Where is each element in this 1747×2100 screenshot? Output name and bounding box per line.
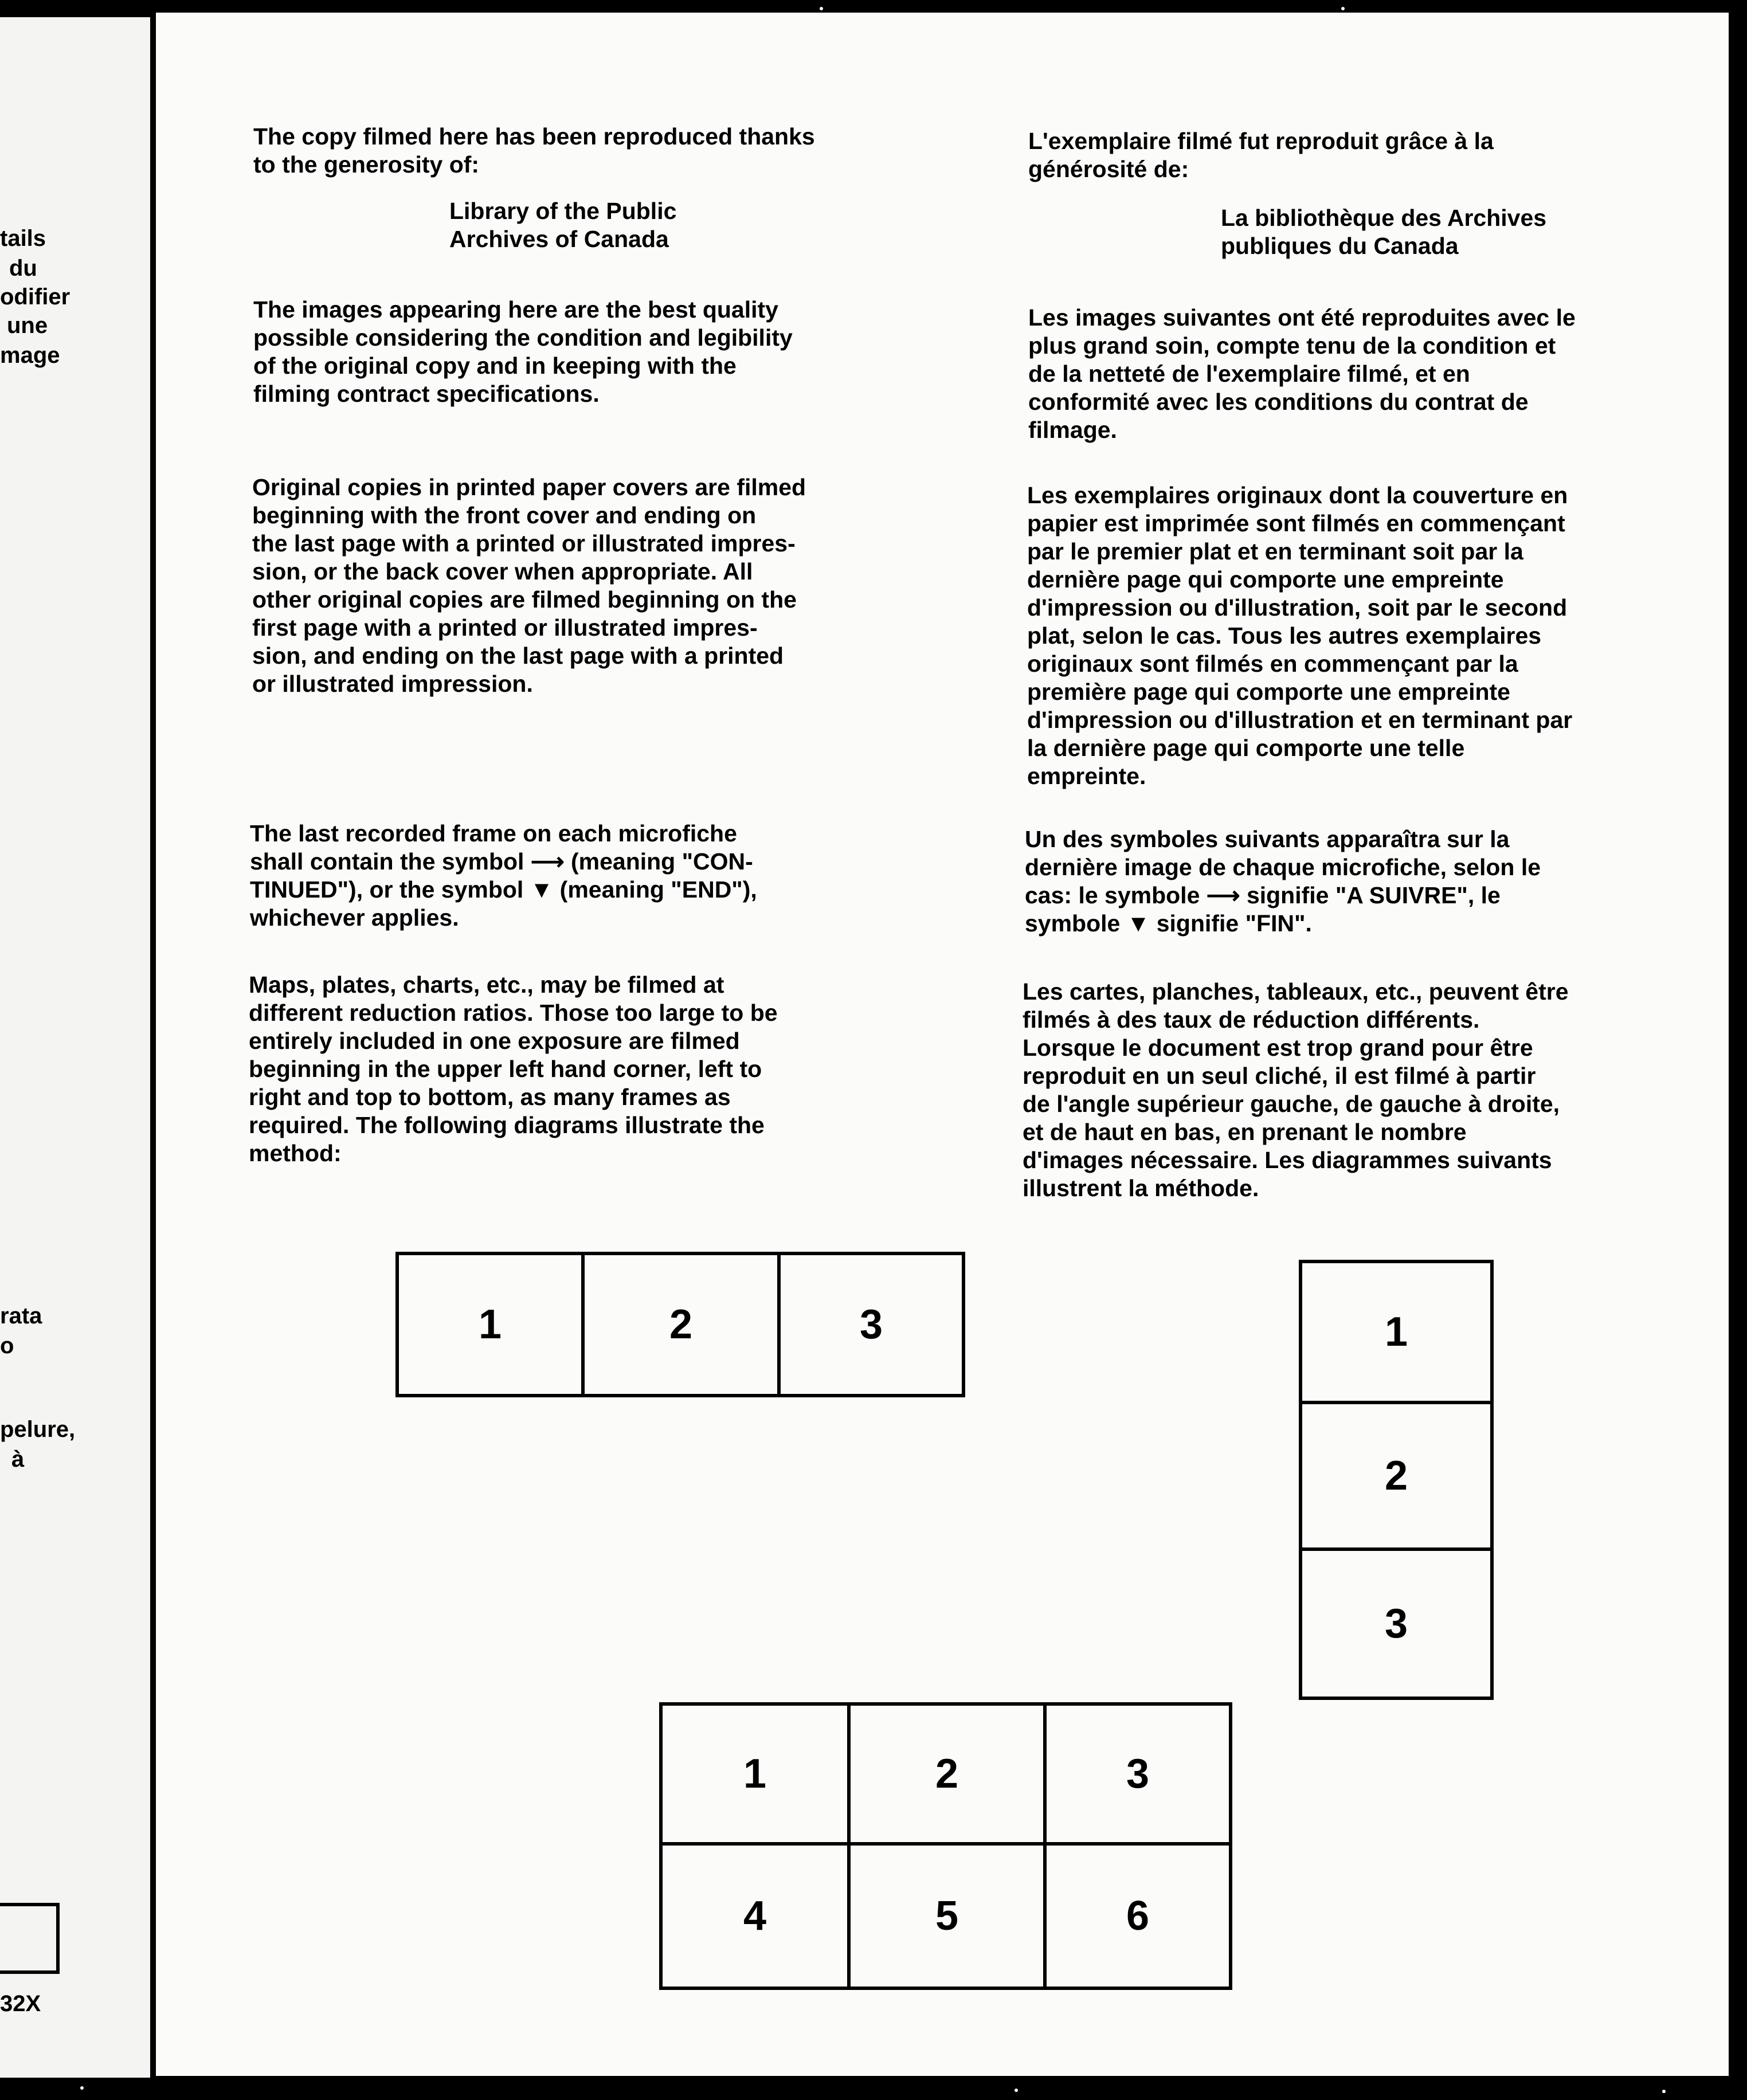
french-maps: Les cartes, planches, tableaux, etc., peuvent être filmés à des taux de réduction différents. Lorsque le document est trop grand pour être reproduit en un seul cliché, il est filmé à partir de l'angle supérieur gauche, de gauche à droite, et de haut en bas, en prenant le nombre d'images nécessaire. Les diagrammes suivants illustrent la méthode.: [1023, 978, 1569, 1201]
fragment-line: pelure,: [0, 1417, 76, 1442]
scan-speck: [1662, 2090, 1666, 2093]
reduction-label: 32X: [0, 1991, 41, 2016]
fragment-line: mage: [0, 343, 60, 368]
scan-speck: [820, 7, 823, 10]
english-covers: Original copies in printed paper covers are filmed beginning with the front cover and ending on the last page with a printed or illustrated impres- sion, or the back cover when appropriate. All other original copies are filmed beginning on the first page with a printed or illustrated impres- sion, and ending on the last page with a printed or illustrated impression.: [252, 474, 806, 697]
fragment-line: du: [9, 256, 37, 281]
diagram-grid: [659, 1702, 1232, 1990]
english-block: [252, 473, 963, 698]
frame-cell: 1: [661, 1704, 849, 1844]
scan-speck: [80, 2086, 84, 2090]
frame-cell: 1: [1301, 1261, 1492, 1402]
scan-speck: [1341, 7, 1345, 10]
english-block: [253, 296, 964, 408]
french-quality: Les images suivantes ont été reproduites avec le plus grand soin, compte tenu de la condition et de la netteté de l'exemplaire filmé, et en conformité avec les conditions du contrat de filmage.: [1028, 304, 1576, 443]
english-quality: The images appearing here are the best quality possible considering the condition and legibility of the original copy and in keeping with the filming contract specifications.: [253, 296, 793, 407]
english-block: [249, 971, 959, 1167]
english-maps: Maps, plates, charts, etc., may be filmed at different reduction ratios. Those too large to be entirely included in one exposure are filmed beginning in the upper left hand corner, left to right and top to bottom, as many frames as required. The following diagrams illustrate the method:: [249, 971, 778, 1166]
fragment-line: tails: [0, 226, 46, 251]
left-page-fragment: [0, 17, 150, 2078]
frame-cell: 4: [661, 1844, 849, 1988]
english-column: [253, 123, 964, 179]
diagram-row: [395, 1252, 965, 1397]
french-block: [1025, 825, 1729, 938]
fragment-line: rata: [0, 1303, 42, 1329]
french-block: [1028, 127, 1729, 183]
english-library: Library of the Public Archives of Canada: [449, 198, 677, 252]
french-block: [1027, 481, 1729, 790]
frame-cell: 3: [779, 1253, 963, 1396]
english-intro: The copy filmed here has been reproduced thanks to the generosity of:: [253, 123, 815, 178]
french-covers: Les exemplaires originaux dont la couverture en papier est imprimée sont filmés en commençant par le premier plat et en terminant soit par la dernière page qui comporte une empreinte d'impression ou d'illustration, soit par le second plat, selon le cas. Tous les autres exemplaires originaux sont filmés en commençant par la première page qui comporte une empreinte d'impression ou d'illustration et en terminant par la dernière page qui comporte une telle empreinte.: [1027, 482, 1573, 789]
french-block: [1028, 304, 1729, 444]
diagram-column: [1299, 1260, 1494, 1700]
fragment-line: à: [11, 1447, 25, 1472]
frame-cell: 3: [1301, 1549, 1492, 1698]
fragment-line: odifier: [0, 284, 70, 309]
french-symbols: Un des symboles suivants apparaîtra sur la dernière image de chaque microfiche, selon le cas: le symbole ⟶ signifie "A SUIVRE", le symbole ▼ signifie "FIN".: [1025, 826, 1541, 937]
fragment-line: o: [0, 1333, 14, 1358]
french-intro: L'exemplaire filmé fut reproduit grâce à la générosité de:: [1028, 128, 1494, 182]
fragment-line: une: [7, 313, 48, 338]
frame-cell: 6: [1045, 1844, 1231, 1988]
target-page: [156, 13, 1729, 2076]
fragment-box: [0, 1903, 60, 1974]
frame-cell: 2: [849, 1704, 1045, 1844]
frame-cell: 5: [849, 1844, 1045, 1988]
english-symbols: The last recorded frame on each microfiche shall contain the symbol ⟶ (meaning "CON- TINUED"), or the symbol ▼ (meaning "END"), whichever applies.: [250, 820, 757, 931]
french-block: [1023, 978, 1729, 1202]
frame-cell: 2: [583, 1253, 779, 1396]
frame-cell: 2: [1301, 1402, 1492, 1549]
scan-speck: [1014, 2089, 1018, 2092]
frame-cell: 1: [397, 1253, 583, 1396]
frame-cell: 3: [1045, 1704, 1231, 1844]
english-block: [250, 820, 961, 932]
french-library: La bibliothèque des Archives publiques du Canada: [1221, 205, 1547, 259]
